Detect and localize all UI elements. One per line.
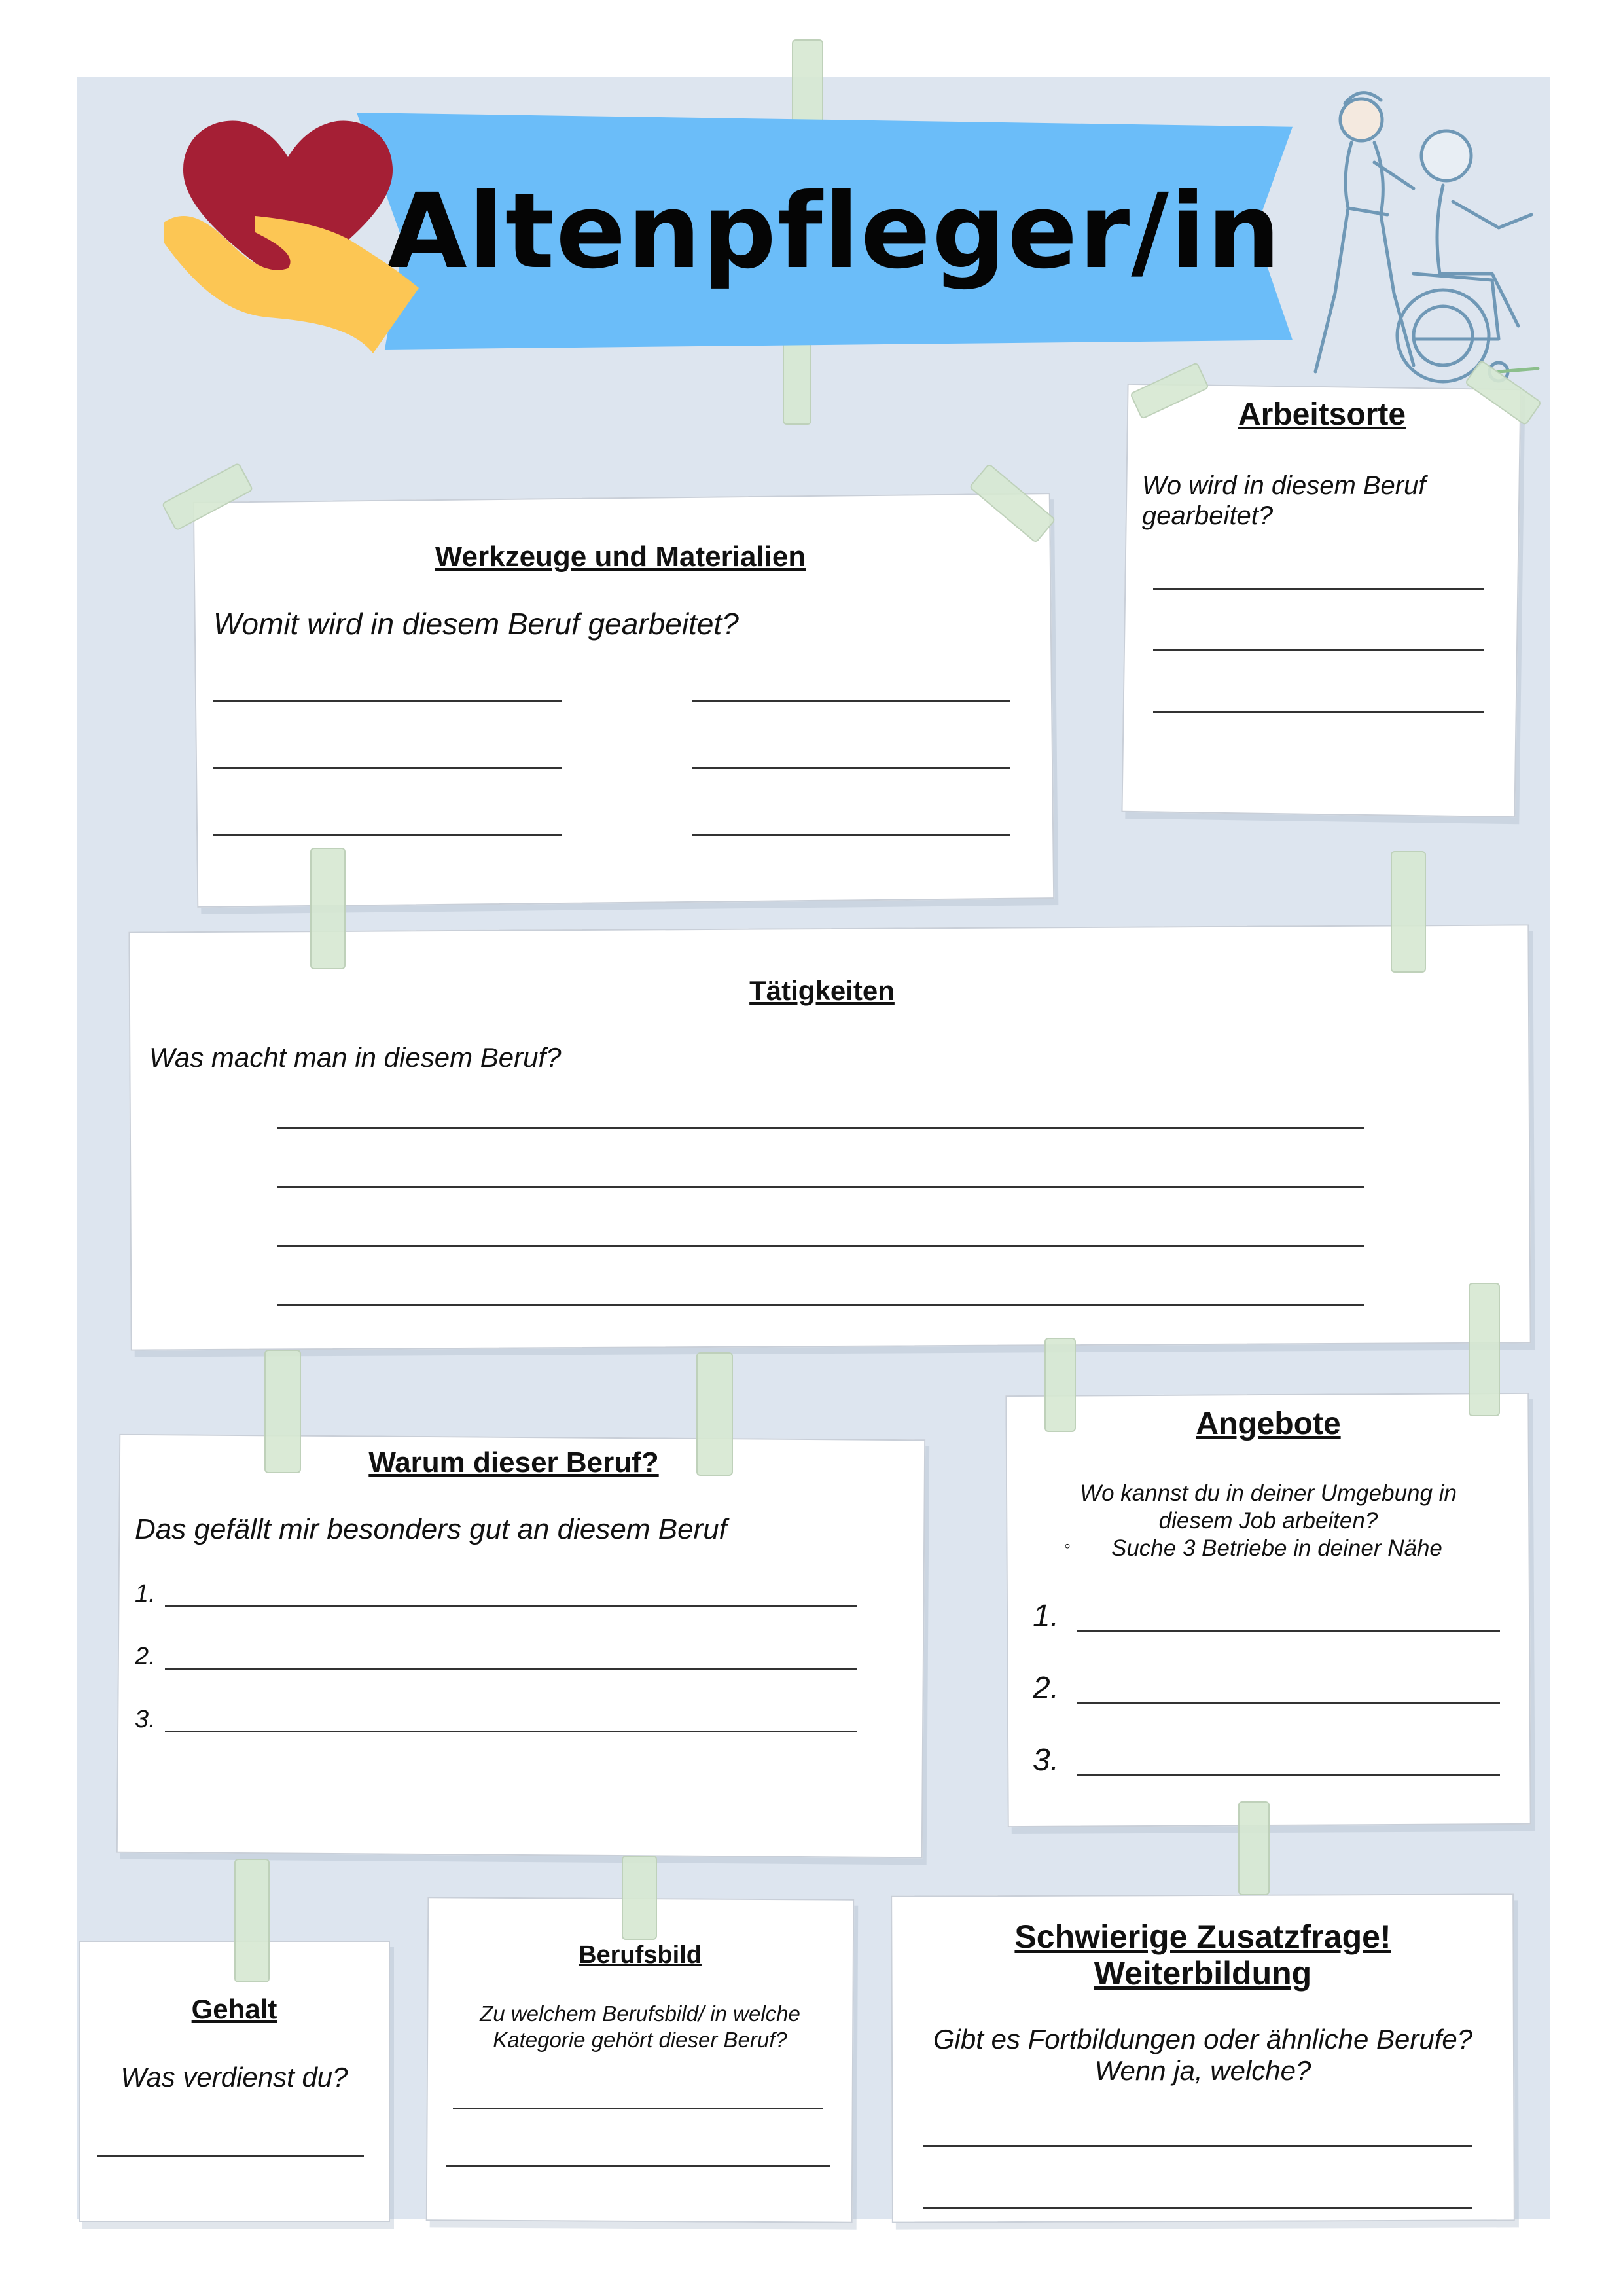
- workplaces-question-line2: gearbeitet?: [1142, 501, 1274, 530]
- offers-answer-line[interactable]: [1077, 1630, 1500, 1632]
- activities-answer-line[interactable]: [277, 1304, 1364, 1306]
- offers-question-line2: diesem Job arbeiten?: [1158, 1508, 1378, 1534]
- caregiver-wheelchair-icon: [1283, 77, 1544, 395]
- offers-answer-line[interactable]: [1077, 1774, 1500, 1776]
- tape: [1391, 851, 1426, 973]
- bonus-heading-line1: Schwierige Zusatzfrage!: [1014, 1918, 1391, 1955]
- tape: [310, 848, 346, 969]
- activities-answer-line[interactable]: [277, 1245, 1364, 1247]
- salary-heading: Gehalt: [191, 1994, 277, 2024]
- tools-answer-line[interactable]: [213, 767, 562, 769]
- tools-answer-line[interactable]: [213, 834, 562, 836]
- why-answer-line[interactable]: [165, 1731, 857, 1732]
- tools-answer-line[interactable]: [692, 834, 1010, 836]
- tools-question: Womit wird in diesem Beruf gearbeitet?: [213, 607, 739, 641]
- workplaces-answer-line[interactable]: [1153, 649, 1484, 651]
- offers-item-number: 1.: [1033, 1599, 1060, 1634]
- offers-heading: Angebote: [1196, 1407, 1341, 1441]
- workplaces-answer-line[interactable]: [1153, 588, 1484, 590]
- activities-heading: Tätigkeiten: [749, 975, 895, 1006]
- why-note: [116, 1434, 925, 1859]
- activities-question: Was macht man in diesem Beruf?: [149, 1042, 562, 1073]
- offers-bullet-text: Suche 3 Betriebe in deiner Nähe: [1111, 1535, 1442, 1561]
- why-heading: Warum dieser Beruf?: [368, 1446, 659, 1479]
- job-profile-heading: Berufsbild: [579, 1941, 702, 1969]
- bonus-answer-line[interactable]: [923, 2145, 1472, 2147]
- offers-bullet-symbol: ◦: [1064, 1535, 1071, 1556]
- why-answer-line[interactable]: [165, 1605, 857, 1607]
- hand-icon: [164, 216, 419, 353]
- job-profile-question-line1: Zu welchem Berufsbild/ in welche: [480, 2001, 800, 2026]
- workplaces-note: [1121, 384, 1521, 817]
- tools-answer-line[interactable]: [692, 700, 1010, 702]
- offers-question-line1: Wo kannst du in deiner Umgebung in: [1080, 1480, 1457, 1506]
- workplaces-answer-line[interactable]: [1153, 711, 1484, 713]
- job-profile-question-line2: Kategorie gehört dieser Beruf?: [493, 2028, 787, 2052]
- salary-question: Was verdienst du?: [120, 2062, 348, 2092]
- tape: [622, 1856, 657, 1940]
- tools-heading: Werkzeuge und Materialien: [435, 541, 806, 573]
- why-question: Das gefällt mir besonders gut an diesem Beruf: [135, 1513, 727, 1545]
- bonus-question-line2: Wenn ja, welche?: [1094, 2055, 1311, 2086]
- why-item-number: 2.: [135, 1643, 156, 1670]
- offers-answer-line[interactable]: [1077, 1702, 1500, 1704]
- why-answer-line[interactable]: [165, 1668, 857, 1670]
- why-item-number: 3.: [135, 1706, 156, 1733]
- bonus-heading-line2: Weiterbildung: [1094, 1955, 1312, 1992]
- tape: [234, 1859, 270, 1982]
- workplaces-heading: Arbeitsorte: [1238, 397, 1406, 432]
- tools-answer-line[interactable]: [692, 767, 1010, 769]
- page-title: Altenpfleger/in: [387, 171, 1282, 292]
- salary-answer-line[interactable]: [97, 2155, 364, 2157]
- workplaces-question-line1: Wo wird in diesem Beruf: [1142, 471, 1426, 500]
- offers-note: [1005, 1393, 1531, 1827]
- activities-answer-line[interactable]: [277, 1127, 1364, 1129]
- heart-hand-icon: [157, 111, 419, 353]
- why-item-number: 1.: [135, 1580, 156, 1607]
- bonus-answer-line[interactable]: [923, 2207, 1472, 2209]
- job-profile-answer-line[interactable]: [453, 2108, 823, 2109]
- job-profile-answer-line[interactable]: [446, 2165, 830, 2167]
- offers-item-number: 3.: [1033, 1743, 1060, 1778]
- offers-item-number: 2.: [1033, 1671, 1060, 1706]
- tools-answer-line[interactable]: [213, 700, 562, 702]
- tape: [1238, 1801, 1270, 1895]
- bonus-question-line1: Gibt es Fortbildungen oder ähnliche Berufe?: [933, 2024, 1473, 2054]
- tape: [1469, 1283, 1500, 1416]
- activities-answer-line[interactable]: [277, 1186, 1364, 1188]
